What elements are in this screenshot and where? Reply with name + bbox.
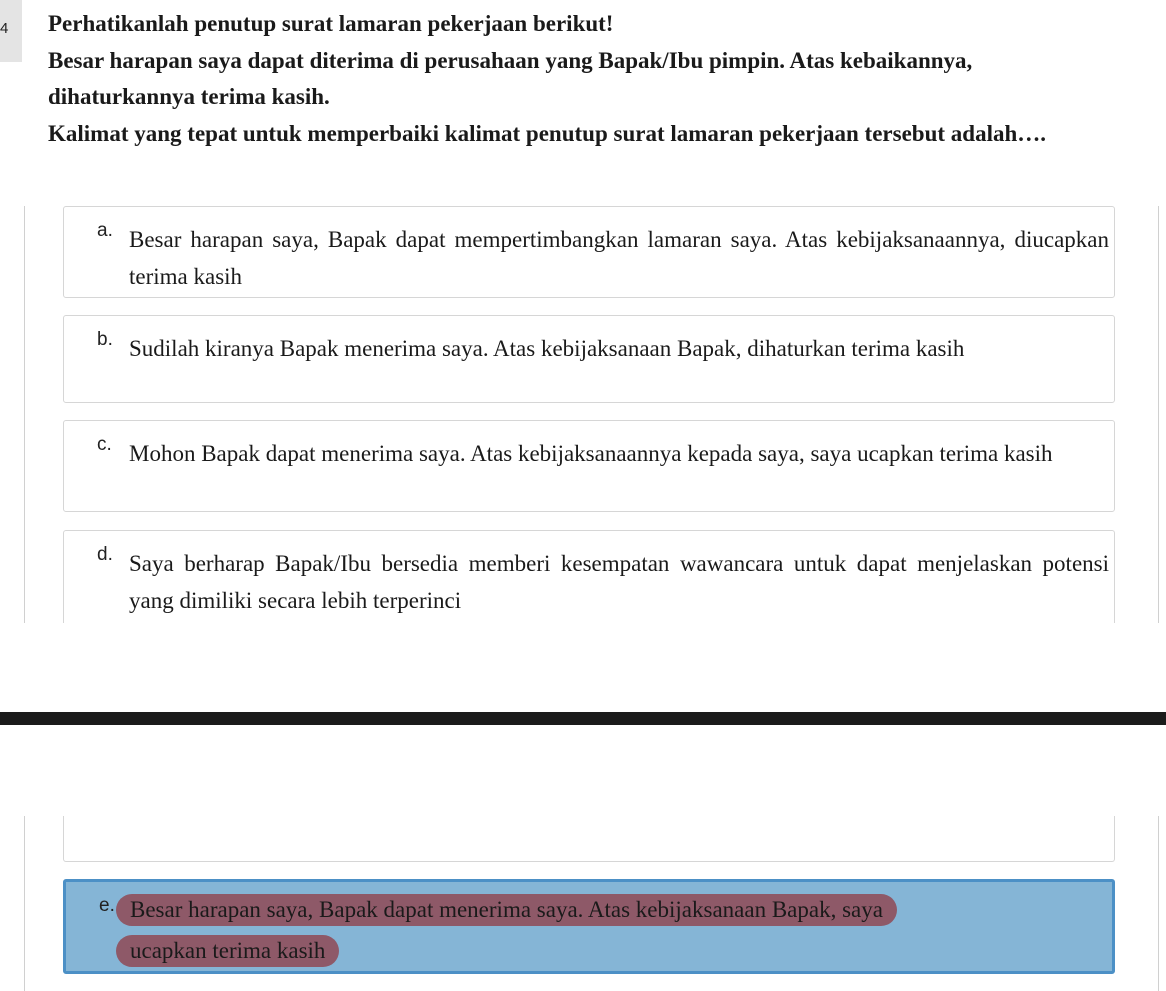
option-d[interactable] xyxy=(63,530,1115,623)
option-d-bottom[interactable] xyxy=(63,816,1115,862)
page-edge-right xyxy=(1158,816,1159,991)
option-letter: c. xyxy=(97,434,112,455)
screenshot-divider xyxy=(0,712,1166,725)
question-quote: Besar harapan saya dapat diterima di perusahaan yang Bapak/Ibu pimpin. Atas kebaikannya, dihaturkannya terima kasih. xyxy=(48,47,973,109)
question-text xyxy=(48,6,1108,152)
page-edge-left xyxy=(24,206,25,623)
page-edge-right xyxy=(1158,206,1159,623)
page-edge-left xyxy=(24,816,25,991)
option-b[interactable] xyxy=(63,315,1115,403)
question-prompt: Kalimat yang tepat untuk memperbaiki kalimat penutup surat lamaran pekerjaan tersebut adalah…. xyxy=(48,120,1047,146)
option-letter: e. xyxy=(99,895,115,916)
option-text: Mohon Bapak dapat menerima saya. Atas kebijaksanaannya kepada saya, saya ucapkan terima kasih xyxy=(129,441,1053,466)
option-text: Sudilah kiranya Bapak menerima saya. Atas kebijaksanaan Bapak, dihaturkan terima kasih xyxy=(129,336,965,361)
option-a[interactable] xyxy=(63,206,1115,298)
option-e-selected[interactable] xyxy=(63,879,1115,974)
option-text-highlight-line-2: ucapkan terima kasih xyxy=(116,935,339,967)
option-c[interactable] xyxy=(63,420,1115,512)
option-text-highlight-line-1: Besar harapan saya, Bapak dapat menerima saya. Atas kebijaksanaan Bapak, saya xyxy=(116,894,897,926)
option-letter: a. xyxy=(97,220,113,241)
question-number: 4 xyxy=(0,0,22,62)
question-intro: Perhatikanlah penutup surat lamaran pekerjaan berikut! xyxy=(48,11,614,36)
option-text: Besar harapan saya, Bapak dapat mempertimbangkan lamaran saya. Atas kebijaksanaannya, diucapkan terima kasih xyxy=(129,227,1109,289)
option-text: Saya berharap Bapak/Ibu bersedia memberi kesempatan wawancara untuk dapat menjelaskan potensi yang dimiliki secara lebih terperinci xyxy=(129,551,1109,613)
option-letter: b. xyxy=(97,329,113,350)
option-letter: d. xyxy=(97,544,113,565)
